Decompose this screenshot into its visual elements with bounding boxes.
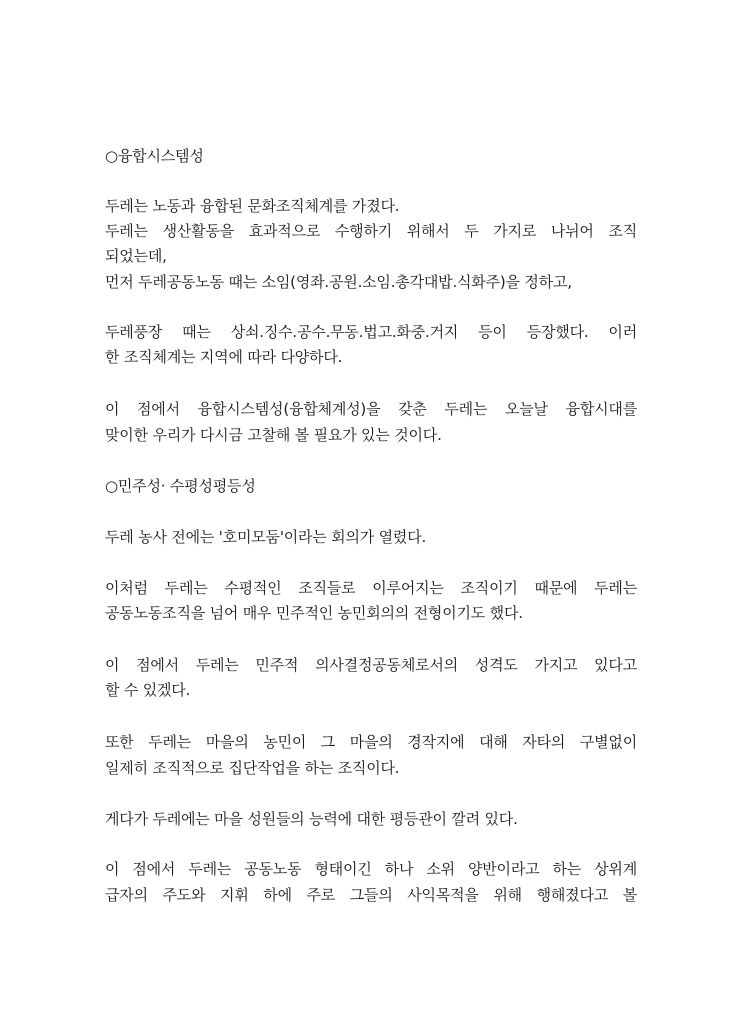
text-line: 공동노동조직을 넘어 매우 민주적인 농민회의의 전형이기도 했다. — [105, 604, 523, 622]
text-line: 게다가 두레에는 마을 성원들의 능력에 대한 평등관이 깔려 있다. — [105, 810, 518, 828]
text-line: 이 점에서 두레는 공동노동 형태이긴 하나 소위 양반이라고 하는 상위계 — [105, 860, 637, 878]
text-line: 두레풍장 때는 상쇠.징수.공수.무동.법고.화중.거지 등이 등장했다. 이러 — [105, 323, 637, 341]
text-line: 할 수 있겠다. — [105, 681, 191, 699]
text-line: 두레는 생산활동을 효과적으로 수행하기 위해서 두 가지로 나뉘어 조직 — [105, 222, 637, 240]
text-line: 되었는데, — [105, 247, 167, 265]
text-line: 먼저 두레공동노동 때는 소임(영좌.공원.소임.총각대밥.식화주)을 정하고, — [105, 273, 572, 291]
text-line: 이 점에서 융합시스템성(융합체계성)을 갖춘 두레는 오늘날 융합시대를 — [105, 400, 637, 418]
section-heading: ○융합시스템성 — [105, 147, 204, 165]
text-line: 이 점에서 두레는 민주적 의사결정공동체로서의 성격도 가지고 있다고 — [105, 656, 637, 674]
text-line: 맞이한 우리가 다시금 고찰해 볼 필요가 있는 것이다. — [105, 426, 442, 444]
text-line: 한 조직체계는 지역에 따라 다양하다. — [105, 348, 343, 366]
text-line: 일제히 조직적으로 집단작업을 하는 조직이다. — [105, 759, 400, 777]
text-line: 두레는 노동과 융합된 문화조직체계를 가졌다. — [105, 197, 400, 215]
text-line: 이처럼 두레는 수평적인 조직들로 이루어지는 조직이기 때문에 두레는 — [105, 579, 637, 597]
section-heading: ○민주성· 수평성평등성 — [105, 477, 256, 495]
text-line: 또한 두레는 마을의 농민이 그 마을의 경작지에 대해 자타의 구별없이 — [105, 733, 637, 751]
text-line: 급자의 주도와 지휘 하에 주로 그들의 사익목적을 위해 행해졌다고 볼 — [105, 886, 637, 904]
text-line: 두레 농사 전에는 '호미모둠'이라는 회의가 열렸다. — [105, 528, 427, 546]
